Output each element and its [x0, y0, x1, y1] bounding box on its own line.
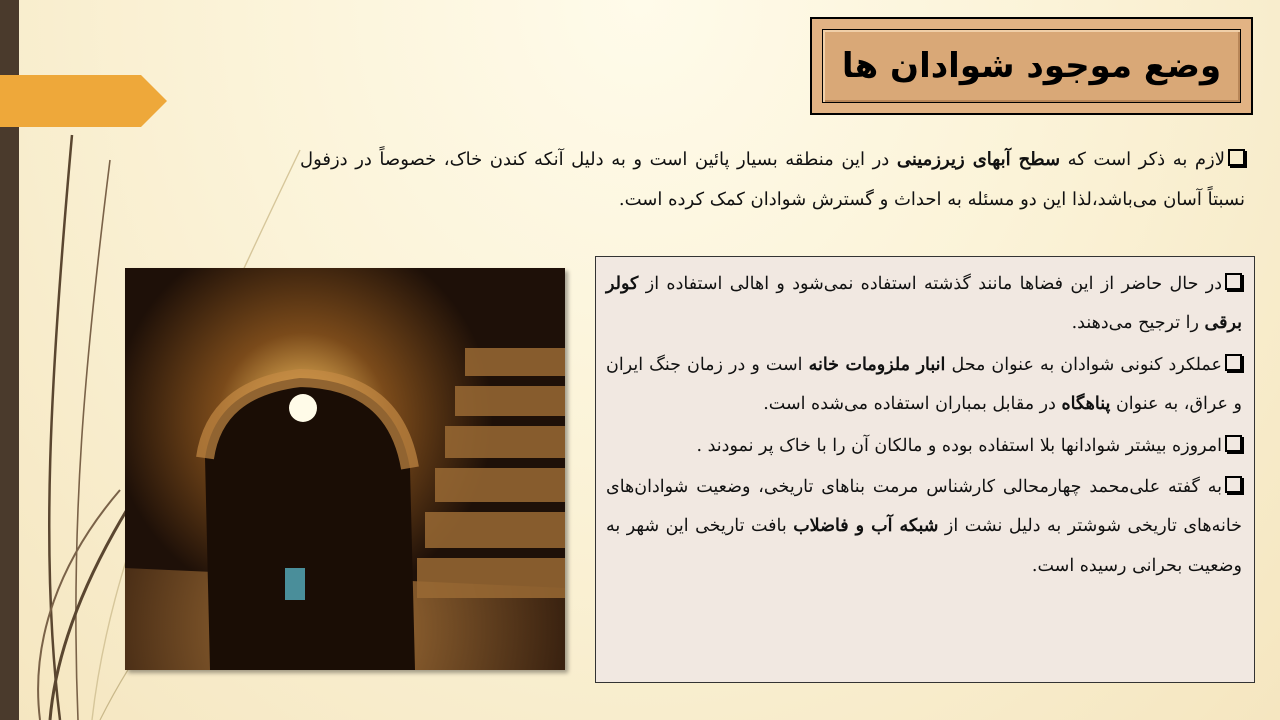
para2-bold-2: پناهگاه [1061, 394, 1111, 415]
tunnel-photo [125, 268, 565, 670]
checkbox-bullet-icon [1225, 354, 1242, 371]
checkbox-bullet-icon [1225, 435, 1242, 452]
info-paragraph-3 [606, 427, 1242, 466]
intro-bold-1: سطح آبهای زیرزمینی [896, 149, 1061, 170]
para4-text-2: بافت تاریخی این شهر به وضعیت بحرانی رسیده است. [606, 516, 1242, 576]
para1-bold-1: کولر برقی [606, 274, 1242, 334]
accent-arrow [0, 75, 167, 127]
para4-text-1: به گفته علی‌محمد چهارمحالی کارشناس مرمت بناهای تاریخی، وضعیت شوادان‌های خانه‌های تاریخی شوشتر به دلیل نشت از [606, 476, 1242, 537]
info-paragraph-1 [606, 265, 1242, 344]
checkbox-bullet-icon [1228, 149, 1245, 166]
intro-paragraph [300, 140, 1245, 219]
intro-text-2: در این منطقه بسیار پائین است و به دلیل آنکه کندن خاک، خصوصاً در دزفول نسبتاً آسان می‌باشد،لذا این دو مسئله به احداث و گسترش شوادان کمک کرده است. [300, 149, 1245, 210]
para2-bold-1: انبار ملزومات خانه [808, 354, 946, 375]
title-bevel [822, 29, 1241, 103]
page-title: وضع موجود شوادان ها [841, 46, 1222, 86]
para4-bold-1: شبکه آب و فاضلاب [793, 516, 939, 537]
para1-text-1: در حال حاضر از این فضاها مانند گذشته استفاده نمی‌شود و اهالی استفاده از [638, 274, 1222, 294]
checkbox-bullet-icon [1225, 476, 1242, 493]
title-plaque [810, 17, 1253, 115]
checkbox-bullet-icon [1225, 273, 1242, 290]
para2-text-1: عملکرد کنونی شوادان به عنوان محل [945, 354, 1222, 375]
para3-text-1: امروزه بیشتر شوادانها بلا استفاده بوده و مالکان آن را با خاک پر نمودند . [696, 435, 1222, 456]
intro-text-1: لازم به ذکر است که [1060, 149, 1225, 170]
para2-text-3: در مقابل بمباران استفاده می‌شده است. [763, 394, 1062, 415]
info-paragraph-4 [606, 468, 1242, 586]
info-paragraph-2 [606, 346, 1242, 425]
para1-text-2: را ترجیح می‌دهند. [1071, 313, 1205, 334]
para2-text-2: است و در زمان جنگ ایران و عراق، به عنوان [606, 354, 1242, 415]
info-box [595, 256, 1255, 683]
